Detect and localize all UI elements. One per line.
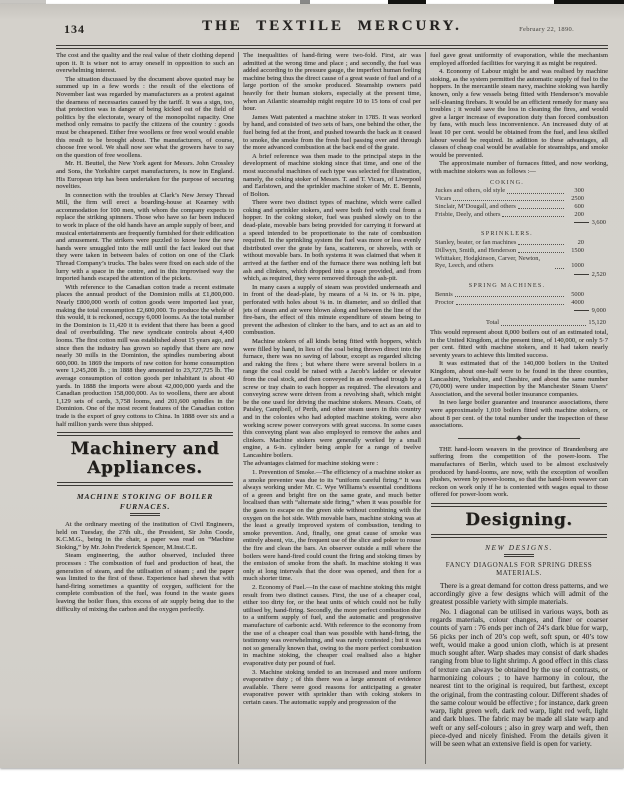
- title-rule: [504, 554, 534, 557]
- newspaper-paper: [0, 4, 624, 768]
- article-title-machine-stoking: MACHINE STOKING OF BOILER FURNACES.: [76, 492, 214, 511]
- table-row: Stanley, beater, or fan machines 20: [435, 239, 584, 247]
- column-3: [430, 52, 608, 764]
- section-rule: [431, 534, 607, 538]
- para-tariff-situation: The situation discussed by the document above quoted may be summed up in a few words : the result of the elections of November last was regarded by manufacturers as a protest against the dearness of necessaries caused by the tariff. It was a sign, too, that protection was in danger of being kicked out of the field of politics by the electorate, weary of the monopolist rapacity. One method only remains to pacify the citizens of the country : goods must be cheapened. Either free woollens or free wool would enable this result to be brought about. The manufacturers, of course, choose free wool. We shall now see what the growers have to say on the question of free woollens.: [56, 75, 234, 159]
- article-title-fancy-diagonals: FANCY DIAGONALS FOR SPRING DRESS MATERIALS.: [445, 561, 593, 578]
- para-advantages-lead: The advantages claimed for machine stoking were :: [243, 460, 379, 468]
- journal-title: THE TEXTILE MERCURY.: [202, 18, 462, 34]
- column-divider: [238, 52, 239, 764]
- para-no1-diagonal: No. 1 diagonal can be utilised in various ways, both as regards materials, colour changes, and finer or coarser counts of yarn : 76 ends per inch of 24’s dark blue for warp, 56 picks per inch of 20’s cop weft, soft spun, or 40’s tow weft, would make a good union cloth, which is at present much sought after. Warp shades may consist of dark shades ranging from blue to light shrimp. A good effect in this class of texture can always be obtained by the use of contrasts, or harmonizing colours ; to have harmony in colour, the nearest tint to the original is required, but farthest, except the original, from the contrasting colour. Different shades of the same colour would be effective ; for instance, dark green warp, light green weft, dark red warp, light red weft, light and dark blues. The fabric may be made all slate warp and weft or any self-colours ; also in grey warp and weft, then piece-dyed and nicely finished. From the details given it will be seen what an extensive field is open for variety.: [430, 606, 608, 749]
- para-two-types: There were two distinct types of machine, which were called coking and sprinkler stokers, and were both fed with coal from a hopper. In the coking stoker, fuel was pushed slowly on to the dead-plate, movable bars being provided for carrying it forward at a speed intended to be proportionate to the rate of combustion required. In the sprinkling system the fuel was more or less evenly distributed over the grate by fans, scatterers, or shovels, with or without movable bars. In both systems it was claimed that when it arrived at the farther end of the furnace there was nothing left but ash and clinkers, which dropped into a space provided, and from which, as required, they were removed through the ash-pit.: [243, 199, 421, 283]
- column-1: [56, 52, 234, 764]
- table-row: Frisbie, Deely, and others 200: [435, 210, 584, 218]
- para-steam-engineering: Steam engineering, the author observed, included three processes : The combustion of fuel and production of heat, the generation of steam, and the utilisation of steam ; and the paper was limited to the first of these. Experience had shewn that with hand-firing sometimes a quantity of oxygen, sufficient for the complete combustion of the fuel, was found in the waste gases leaving the boiler flues, this excess of air supply being due to the difficulty of mixing the carbon and the oxygen perfectly.: [56, 552, 234, 613]
- subtotal-spring-machines: 9,000: [430, 307, 606, 315]
- section-rule: [431, 503, 607, 507]
- table-row: Sinclair, M’Dougall, and others 600: [435, 202, 584, 210]
- para-estimated-boilers: It was estimated that of the 140,000 boilers in the United Kingdom, about one-half were to be found in the three counties, Lancashire, Yorkshire, and Cheshire, and about the same number (70,000) were under inspection by the Manchester Steam Users’ Association, and the several boiler insurance companies.: [430, 360, 608, 398]
- section-rule: [57, 432, 233, 436]
- para-uniformity: fuel gave great uniformity of evaporation, while the mechanism employed afforded facilities for varying it as might be required.: [430, 52, 608, 67]
- table-row: Whittaker, Hodgkinson, Carver, Newton, Rye, Leech, and others 1000: [435, 254, 584, 270]
- para-insurance-associations: In two large boiler guarantee and insurance associations, there were approximately 1,010 boilers fitted with machine stokers, or about 8 per cent. of the total number under the inspection of these associations.: [430, 399, 608, 430]
- para-economy-of-labour: 4. Economy of Labour might be and was realised by machine stoking, as the system permitted the automatic supply of fuel to the hoppers. In the mercantile steam navy, machine stoking was hardly known, only a few vessels being fitted with Henderson’s movable self-cleaning firebars. It would be an efficient remedy for many sea troubles ; it would save the loss in cleaning the fires, and would give a larger increase of evaporation duty than forced combustion by fans, with much less inconvenience. An increased duty of at least 10 per cent. would be obtained from the fuel, and less skilled labour would be required. In addition to these advantages, all classes of cheap coal would be available for steamships, and smoke would be prevented.: [430, 68, 608, 159]
- header-rule: [56, 45, 608, 49]
- para-economy-of-fuel: 2. Economy of Fuel.—In the case of machine stoking this might result from two distinct causes. First, the use of a cheaper coal, either too dirty for, or the heat units of which could not be fully utilised by, hand-firing. Secondly, the more perfect combustion due to a uniform supply of fuel, and the automatic and progressive manufacture of carbonic acid. With reference to the economy from the use of a cheaper coal than was possible with hand-firing, the testimony was overwhelming, and was rarely contested ; but it was not so generally known that, owing to the more perfect combustion in machine stoking, the cheaper coal realised also a higher evaporative duty per pound of fuel.: [243, 583, 421, 667]
- para-prevention-of-smoke: 1. Prevention of Smoke.—The efficiency of a machine stoker as a smoke preventer was due to its “uniform careful firing.” It was always working under Mr. C. Wye Williams’s essential conditions of a green and bright fire on the same grate, and much better localised than with “alternate side firing,” when it was possible for the gases to escape on the green side without combining with the oxygen on the hot side. With movable bars, machine stoking was at the least a greatly improved system of combustion, tending to smoke prevention. And, finally, one great cause of smoke was entirely absent, viz., the frequent use of the slice and poker to rouse the fire and clean the bars. An observer outside a mill where the boilers were hand-fired could count the firing and stoking times by the emission of smoke from the shaft. In machine stoking it was only at long intervals that the door was opened, and then for a much shorter time.: [243, 469, 421, 583]
- para-hoppers: Machine stokers of all kinds being fitted with hoppers, which were filled by hand, in lieu of the coal being thrown direct into the furnace, there was no saving of labour, except as regarded slicing and raking the fires ; but where there were several boilers in a range the coal could be raised with a Jacob’s ladder or elevator from the coal stock, and then conveyed in an overhead trough by a screw or tray chain to each hopper as required. The elevators and conveying screw were driven from a revolving shaft, which might be the one used for driving the machine stokers. Messrs. Coats, of Paisley, Campbell, of Perth, and other steam users in this country and in the colonies who had adopted machine stoking, were also working screw power conveyors with great success. In some cases this conveying plant was also employed to remove the ashes and clinkers. Machine stokers were generally worked by a small engine, a 6-in. cylinder being ample for a range of twelve Lancashire boilers.: [243, 337, 421, 459]
- para-steam-supply: In many cases a supply of steam was provided underneath and in front of the dead-plate, by means of a ¼ in. or ⅜ in. pipe, perforated with holes about ⅛ in. in diameter, and so drilled that jets of steam and air were blown along and between the line of the fire-bars, the effect of this minute expenditure of steam being to prevent the adhesion of clinker to the bars, and to act as an aid to combustion.: [243, 283, 421, 337]
- page-number: 134: [64, 22, 85, 36]
- table-row: Proctor 4000: [435, 298, 584, 306]
- para-clarks-mill: In connection with the troubles at Clark’s New Jersey Thread Mill, the firm will erect a boarding-house at Kearney with accommodation for 100 men, with whom the company expects to replace the striking spinners. Those who have so far been induced to work in place of the old hands have an ample supply of beer, and musical entertainments are frequently furnished for their edification and amusement. The strikers were puzzled to know how the new hands were smuggled into the mill until the fact leaked out that they were taken in between bales of cotton on one of the Clark Thread Company’s trucks. The bales were fixed on each side of the lurry with a space in the centre, and in this improvised way the imported hands escaped the attention of the pickets.: [56, 191, 234, 283]
- para-beuttel: Mr. H. Beuttel, the New York agent for Messrs. John Crossley and Sons, the Yorkshire carpet manufacturers, is now in England. His European trip has been undertaken for the purpose of securing novelties.: [56, 160, 234, 191]
- para-hand-firing-inequalities: The inequalities of hand-firing were two-fold. First, air was admitted at the wrong time and place ; and secondly, the fuel was added according to the pressure gauge, the imperfect human feeling machine being thus the direct cause of a great waste of fuel and of a large portion of the smoke produced. Steamship owners paid heavily for their human stokers, especially at the present time, when an Atlantic steamship might require 10 to 15 tons of coal per hour.: [243, 52, 421, 113]
- para-james-watt: James Watt patented a machine stoker in 1785. It was worked by hand, and consisted of two sets of bars, one behind the other, the fuel being fed at the front, and pushed towards the back as it ceased to smoke, the smoke from the fresh fuel passing over and through the more advanced combustion at the back end of the grate.: [243, 113, 421, 152]
- table-row: Vicars 2500: [435, 195, 584, 203]
- table-group-spring-machines: SPRING MACHINES.: [468, 282, 546, 290]
- title-rule: [130, 513, 160, 516]
- page-header: [56, 16, 608, 42]
- column-divider: [425, 52, 426, 764]
- para-civil-engineers-meeting: At the ordinary meeting of the institution of Civil Engineers, held on Tuesday, the 27th ult., the President, Sir John Coode, K.C.M.G., being in the chair, a paper was read on “Machine Stoking,” by Mr. John Frederick Spencer, M.Inst.C.E.: [56, 521, 234, 551]
- para-intro-end: The cost and the quality and the real value of their clothing depend upon it. It is wiser not to array oneself in opposition to such an overwhelming interest.: [56, 52, 234, 75]
- table-row: Bennis 5000: [435, 290, 584, 298]
- section-rule: [57, 482, 233, 486]
- table-total: Total 15,120: [486, 319, 606, 327]
- para-cotton-demand: There is a great demand for cotton dress patterns, and we accordingly give a few designs which will admit of the greatest possible variety with simple materials.: [430, 580, 608, 607]
- issue-date: February 22, 1890.: [519, 26, 574, 33]
- para-represent: This would represent about 8,000 boilers out of an estimated total, in the United Kingdom, at the present time, of 140,000, or only 5·7 per cent. fitted with machine stokers, and it had taken nearly seventy years to achieve this limited success.: [430, 329, 608, 359]
- column-2: [243, 52, 421, 764]
- columns: [56, 52, 608, 764]
- para-machine-stoking-duty: 3. Machine stoking tended to an increased and more uniform evaporative duty ; of this there was a large amount of evidence available. There were good reasons for anticipating a greater evaporative power with sprinkler than with coking stokers in certain cases. The automatic supply and progression of the: [243, 668, 421, 706]
- section-header-designing: Designing.: [465, 509, 573, 530]
- table-group-sprinklers: SPRINKLERS.: [481, 230, 533, 238]
- diamond-divider: [458, 434, 580, 442]
- section-header-machinery: Machinery and Appliances.: [70, 439, 220, 479]
- subtotal-sprinklers: 2,520: [430, 271, 606, 279]
- subheader-new-designs: NEW DESIGNS.: [485, 542, 553, 552]
- para-handloom-weavers: THE hand-loom weavers in the province of Brandenburg are suffering from the competition of the power-loom. The manufactures of Berlin, which used to be almost exclusively produced by hand-looms, are now, with the exception of woollen plushes, woven by power-looms, so that the hand-loom weaver can reckon on work only if he is contented with wages equal to those offered for power-loom work.: [430, 445, 608, 499]
- table-group-coking: COKING.: [489, 178, 524, 186]
- table-row: Juckes and others, old style 300: [435, 187, 584, 195]
- furnace-stokers-table: [430, 179, 608, 328]
- para-furnaces-lead: The approximate number of furnaces fitted, and now working, with machine stokers was as follows :—: [430, 160, 608, 175]
- table-row: Dillwyn, Smith, and Henderson 1500: [435, 246, 584, 254]
- para-brief-reference: A brief reference was then made to the principal steps in the development of machine stoking since that time, and one of the most successful machines of each type was selected for illustration, namely, the coking stoker of Messrs. T. and T. Vicars, of Liverpool and Earlstown, and the sprinkler machine stoker of Mr. E. Bennis, of Bolton.: [243, 152, 421, 198]
- subtotal-coking: 3,600: [430, 219, 606, 227]
- para-canadian-cotton: With reference to the Canadian cotton trade a recent estimate places the annual product of the Dominion mills at £1,800,000. Nearly £800,000 worth of cotton goods were imported last year, making the total consumption £2,600,000. To produce the whole of this would, it is reckoned, occupy 6,000 looms. As the total number in the Dominion is 11,420 it is evident that there has been a good deal of overbuilding. The new syndicate controls about 4,400 looms. The first cotton mill was established about 15 years ago, and since then the industry has grown so rapidly that there are now nearly 30 mills in the Dominion, the spindles numbering about 600,000. In 1869 the imports of raw cotton for home consumption were 1,245,208 lb. ; in 1888 they amounted to 23,727,725 lb. The average consumption of cotton goods per inhabitant is about 40 yards. In 1888 the imports were about 42,000,000 yards and the Canadian production 158,000,000. As to woollens, there are about 1,129 sets of cards, 3,758 looms, and 201,600 spindles in the Dominion. One of the most recent features of the Canadian cotton trade is the export of grey cottons to China. In 1888 over six and a half million yards were thus shipped.: [56, 283, 234, 428]
